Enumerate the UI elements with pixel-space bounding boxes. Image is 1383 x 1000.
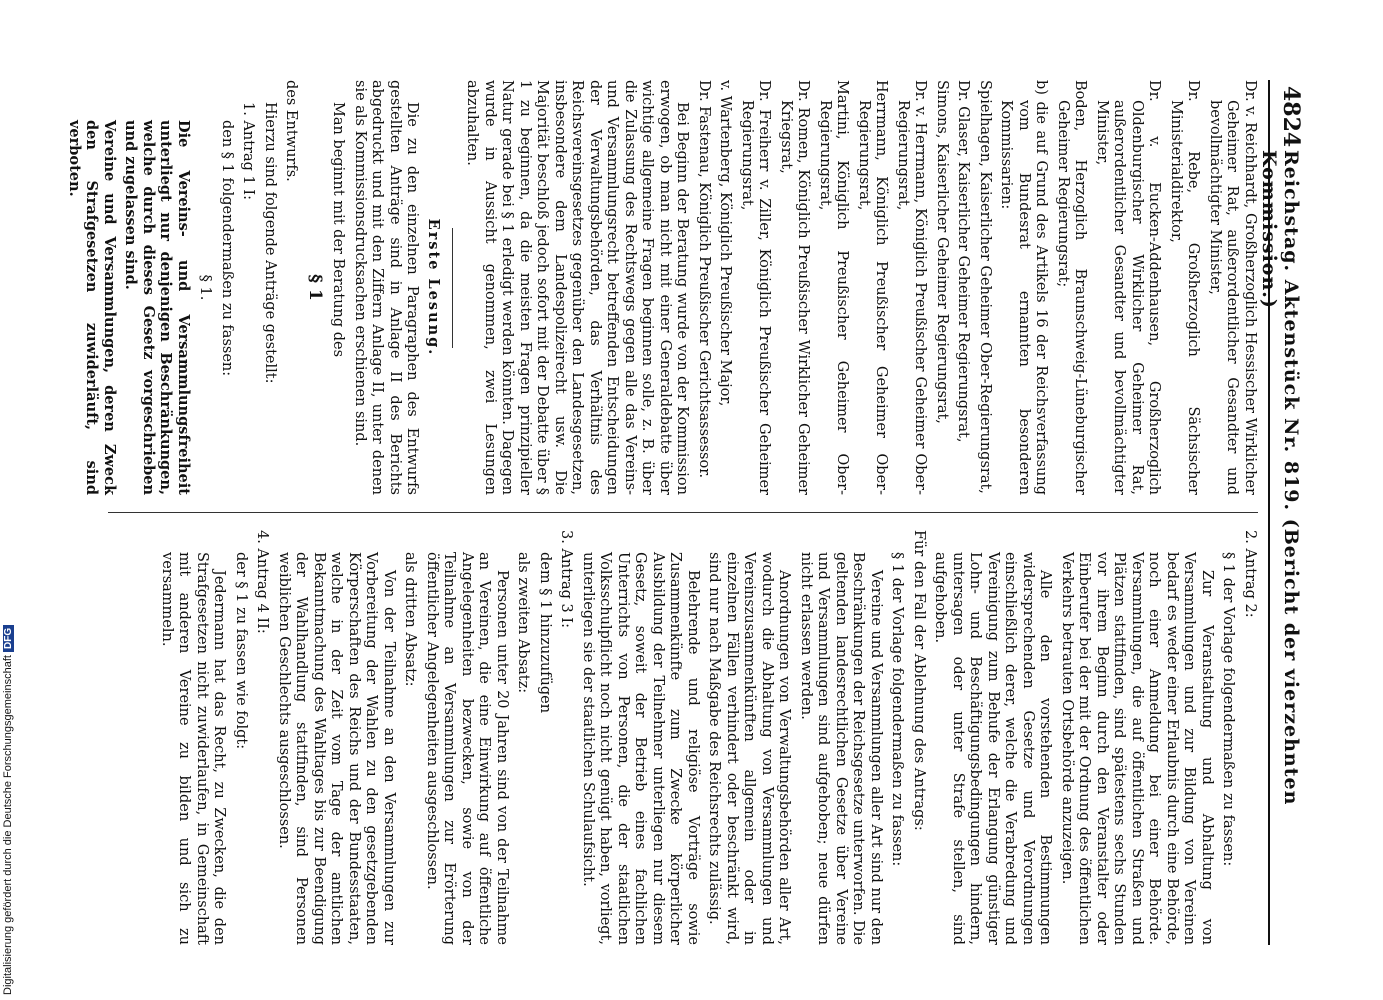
motion-label: 2. Antrag 2: [1242,530,1258,618]
name-entry: Dr. Fastenau, Königlich Preußischer Gerichtsassessor. [696,80,712,479]
paragraph-number: § 1 [305,274,325,301]
commissioner-intro: b) die auf Grund des Artikels 16 der Reichsverfassung vom Bundesrat ernannten besonderen Kommissarien: [998,80,1050,495]
motion-body: Alle den vorstehenden Bestimmungen widersprechenden Gesetze und Verordnungen einschließlich derer, welche die Verabredung und Vereinigung zum Behufe der Erlangung günstiger Lohn- und Beschäftigungsbedingungen hindern, untersagen oder unter Strafe stellen, sind aufgehoben. [932,552,1054,945]
name-entry: Dr. Rebe, Großherzoglich Sächsischer Ministerialdirektor, [1168,80,1202,495]
motion-text: § 1 der Vorlage folgendermaßen zu fassen: [889,552,906,867]
name-entry: Dr. Glaser, Kaiserlicher Geheimer Regierungsrat, [955,80,972,443]
motion-text: als zweiten Absatz: [515,552,532,694]
motion-text: den § 1 folgendermaßen zu fassen: [219,120,235,377]
motion-body: Personen unter 20 Jahren sind von der Teilnahme an Vereinen, die eine Einwirkung auf öffentliche Angelegenheiten bezwecken, sowie von der Teilnahme an Versammlungen zur Erörterung öffentlicher Angelegenheiten ausgeschlossen. [424,552,510,945]
motion-text: § 1 der Vorlage folgendermaßen zu fassen: [1220,552,1237,867]
divider [452,228,453,348]
right-column [154,530,1259,945]
name-entry: Boden, Herzoglich Braunschweig-Lüneburgischer Geheimer Regierungsrat; [1055,80,1089,495]
name-entry: Dr. v. Herrmann, Königlich Preußischer Geheimer Ober-Regierungsrat, [895,80,929,495]
footer-text: Digitalisierung gefördert durch die Deutsche Forschungsgemeinschaft [2,655,14,995]
motion-body: Belehrende und religiöse Vorträge sowie Zusammenkünfte zum Zwecke körperlicher Ausbildung der Teilnehmer unterliegen nur diesem Gesetz, soweit der Betrieb eines fachlichen Unterrichts von Personen, die der staatlichen Volksschulpflicht noch nicht genügt haben, vorliegt, unterliegen sie der staatlichen Schulaufsicht. [580,552,701,945]
motion-body: Vereine und Versammlungen, deren Zweck den Strafgesetzen zuwiderläuft, sind verboten. [66,120,118,495]
body-paragraph: Bei Beginn der Beratung wurde von der Kommission erwogen, ob man nicht mit einer Generaldebatte über wichtige allgemeine Fragen beginnen solle, z. B. über die Zulassung des Rechtswegs gegen alle das Vereins- und Versammlungsrecht betreffenden Entscheidungen der Verwaltungsbehörden, das Verhältnis des Reichsvereinsgesetzes gegenüber den Landesgesetzen, insbesondere dem Landespolizeirecht usw. Die Majorität beschloß jedoch sofort mit der Debatte über § 1 zu beginnen, da die meisten Fragen prinzipieller Natur gerade bei § 1 erledigt werden könnten. Dagegen wurde in Aussicht genommen, zwei Lesungen abzuhalten. [464,80,691,495]
motion-body: Anordnungen von Verwaltungsbehörden aller Art, wodurch die Abhaltung von Versammlungen und Vereinszusammenkünften allgemein oder in einzelnen Fällen verhindert oder beschränkt wird, sind nur nach Maßgabe des Reichsrechts zulässig. [706,552,793,945]
name-entry: Spielhagen, Kaiserlicher Geheimer Ober-Regierungsrat, [977,80,993,494]
motion-label: 4. Antrag 4 II: [254,530,271,634]
motion-label: 3. Antrag 3 I: [558,530,575,628]
body-paragraph: Hierzu sind folgende Anträge gestellt: [262,102,278,384]
motion-body: Die Vereins- und Versammlungsfreiheit unterliegt nur denjenigen Beschränkungen, welche durch dieses Gesetz vorgeschrieben und zugelassen sind. [122,120,192,495]
motion-text: dem § 1 hinzuzufügen [537,552,553,714]
section-heading: Erste Lesung. [425,218,442,357]
motion-body: Von der Teilnahme an den Versammlungen zur Vorbereitung der Wahlen zu den gesetzgebenden Körperschaften des Reichs und der Bundesstaaten, welche in der Zeit vom Tage der amtlichen Bekanntmachung des Wahltages bis zur Beendigung der Wahlhandlung stattfinden, sind Personen weiblichen Geschlechts ausgeschlossen. [276,552,397,945]
motion-label: Für den Fall der Ablehnung des Antrags: [911,530,927,831]
body-paragraph: Die zu den einzelnen Paragraphen des Entwurfs gestellten Anträge sind in Anlage II des Berichts abgedruckt und mit den Ziffern Anlage II, unter denen sie als Kommissionsdrucksachen erschienen sind. [352,80,421,495]
motion-text: der § 1 zu fassen wie folgt: [233,552,249,750]
dfg-logo: DFG [3,625,14,652]
motion-text: als dritten Absatz: [402,552,419,687]
document-page [66,80,1310,945]
body-paragraph: des Entwurfs. [283,80,300,182]
column-divider [108,512,1258,513]
page-title: Reichstag. Aktenstück Nr. 819. (Bericht der vierzehnten Kommission.) [1258,150,1302,806]
motion-section: § 1. [197,274,214,301]
name-entry: Simons, Kaiserlicher Geheimer Regierungsrat, [934,80,950,424]
name-entry: v. Wartenberg, Königlich Preußischer Major, [717,80,734,407]
left-column [62,80,1259,495]
name-entry: Dr. v. Eucken-Addenhausen, Großherzoglich Oldenburgischer Wirklicher Geheimer Rat, außerordentlicher Gesandter und bevollmächtigter Minister, [1094,80,1163,495]
name-entry: Herrmann, Königlich Preußischer Geheimer Ober-Regierungsrat, [856,80,890,495]
motion-label: 1. Antrag 1 I: [240,102,257,200]
page-number: 4824 [1278,86,1304,148]
funding-footer [2,595,20,995]
name-entry: Martini, Königlich Preußischer Geheimer Ober-Regierungsrat, [817,80,851,495]
page-header [1258,80,1310,945]
motion-body: Zur Veranstaltung und Abhaltung von Versammlungen und zur Bildung von Vereinen bedarf es weder einer Erlaubnis durch eine Behörde, noch einer Anmeldung bei einer Behörde. Versammlungen, die auf öffentlichen Straßen und Plätzen stattfinden, sind spätestens sechs Stunden vor ihrem Beginn durch den Veranstalter oder Einberufer bei der mit der Ordnung des öffentlichen Verkehrs betrauten Ortsbehörde anzuzeigen. [1059,552,1215,945]
name-entry: Dr. Freiherr v. Ziller, Königlich Preußischer Geheimer Regierungsrat, [739,80,773,495]
name-entry: Dr. Romen, Königlich Preußischer Wirklicher Geheimer Kriegsrat, [778,80,812,495]
motion-body: Vereine und Versammlungen aller Art sind nur den Beschränkungen der Reichsgesetze unterworfen. Die geltenden landesrechtlichen Gesetze über Vereine und Versammlungen sind aufgehoben; neue dürfen nicht erlassen werden. [798,552,884,945]
name-entry: Dr. v. Reichhardt, Großherzoglich Hessischer Wirklicher Geheimer Rat, außerordentlicher Gesandter und bevollmächtigter Minister, [1207,80,1258,495]
body-paragraph: Man beginnt mit der Beratung des [330,102,347,358]
motion-body: Jedermann hat das Recht, zu Zwecken, die den Strafgesetzen nicht zuwiderlaufen, in Gemeinschaft mit anderen Vereine zu bilden und sich zu versammeln. [159,552,228,945]
